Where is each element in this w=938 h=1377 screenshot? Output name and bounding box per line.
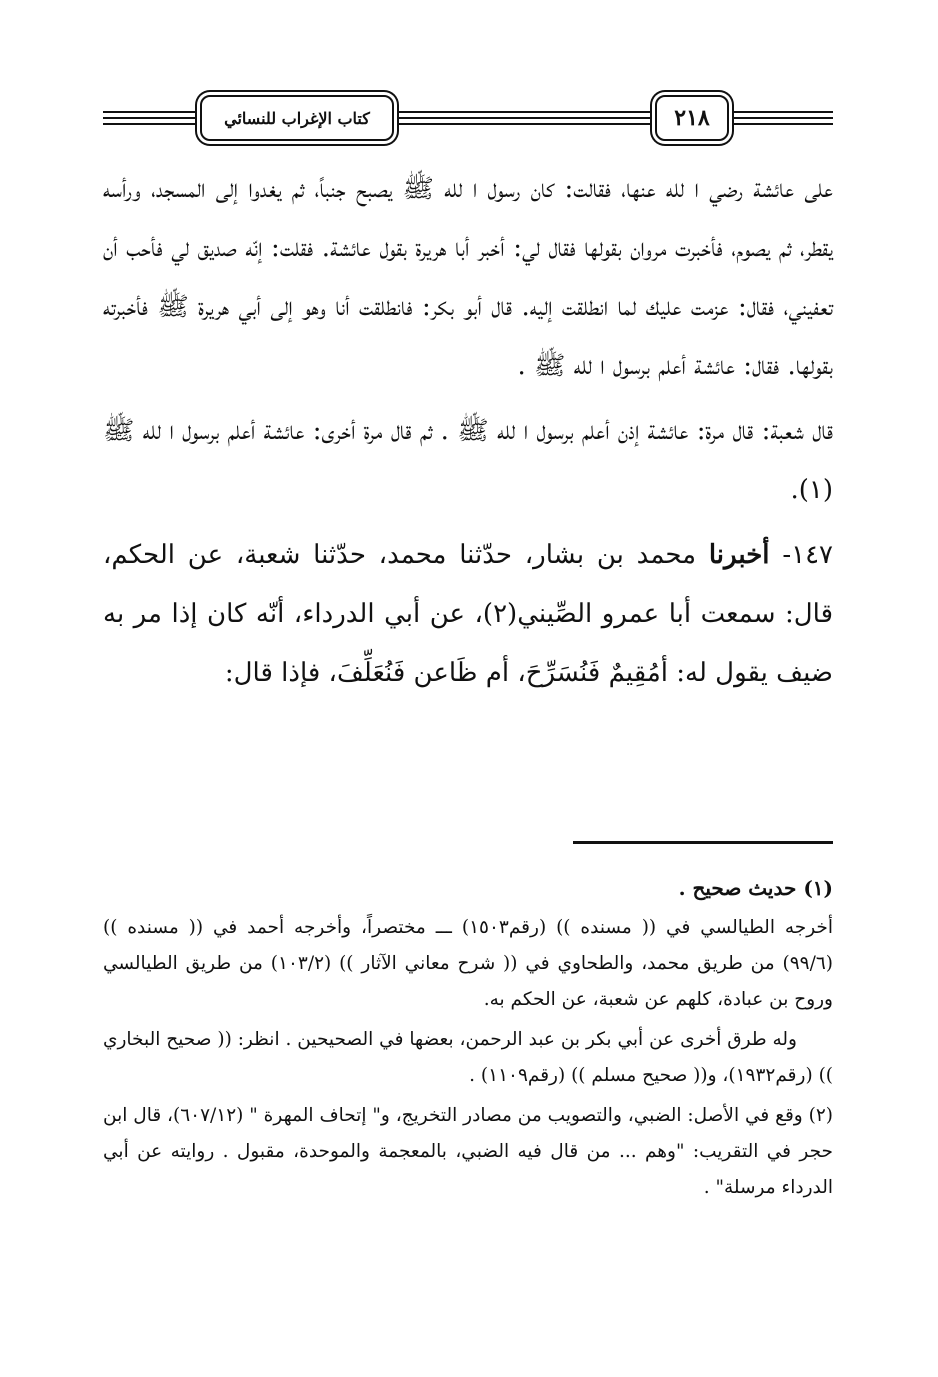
paragraph: على عائشة رضي ا لله عنها، فقالت: كان رسول ا لله ﷺ يصبح جنباً، ثم يغدوا إلى المسجد، ورأسه يقطر، ثم يصوم، فأخبرت مروان بقولها فقال لي: أخبر أبا هريرة بقول عائشة. فقلت: إنّه صديق لي فأحب أن تعفيني، فقال: عزمت عليك لما انطلقت إليه. قال أبو بكر: فانطلقت أنا وهو إلى أبي هريرة ﷺ فأخبرته بقولها. فقال: عائشة أعلم برسول ا لله ﷺ . xyxy=(103,174,833,381)
hadith-text: محمد بن بشار، حدّثنا محمد، حدّثنا شعبة، عن الحكم، قال: سمعت أبا عمرو الصِّيني(٢)، عن أبي الدرداء، أنّه كان إذا مر به ضيف يقول له: أمُقِيمٌ فَنُسَرِّحَ، أم ظَاعن فَنُعَلِّفَ، فإذا قال: xyxy=(103,540,833,688)
footnote-1-text-2: وله طرق أخرى عن أبي بكر بن عبد الرحمن، بعضها في الصحيحين . انظر: (( صحيح البخاري )) (رقم١٩٣٢)، و(( صحيح مسلم )) (رقم١١٠٩) . xyxy=(103,1029,833,1086)
hadith-paragraph xyxy=(103,526,833,703)
hadith-keyword: أخبرنا xyxy=(708,540,770,570)
footnotes xyxy=(103,870,833,1206)
footnote-separator xyxy=(573,841,833,844)
book-title: كتاب الإغراب للنسائي xyxy=(200,95,394,141)
page-header xyxy=(103,92,833,148)
footnote-1-text: أخرجه الطيالسي في (( مسنده )) (رقم١٥٠٣) ـــ مختصراً، وأخرجه أحمد في (( مسنده )) (٩٩/٦) من طريق محمد، والطحاوي في (( شرح معاني الآثار )) (١٠٣/٢) من طريق الطيالسي وروح بن عبادة، كلهم عن شعبة، عن الحكم به. xyxy=(103,917,833,1010)
main-text xyxy=(103,160,833,703)
hadith-number: ١٤٧- xyxy=(782,540,834,570)
page-number: ٢١٨ xyxy=(655,95,729,141)
paragraph: قال شعبة: قال مرة: عائشة إذن أعلم برسول ا لله ﷺ . ثم قال مرة أخرى: عائشة أعلم برسول ا لله ﷺ (١). xyxy=(103,416,833,505)
footnote-2-text: (٢) وقع في الأصل: الضبي، والتصويب من مصادر التخريج، و" إتحاف المهرة " (٦٠٧/١٢)، قال ابن حجر في التقريب: "وهم ... من قال فيه الضبي، بالمعجمة والموحدة، مقبول . روايته عن أبي الدرداء مرسلة" . xyxy=(103,1105,833,1198)
footnote-1-heading: (١) حديث صحيح . xyxy=(678,876,833,900)
